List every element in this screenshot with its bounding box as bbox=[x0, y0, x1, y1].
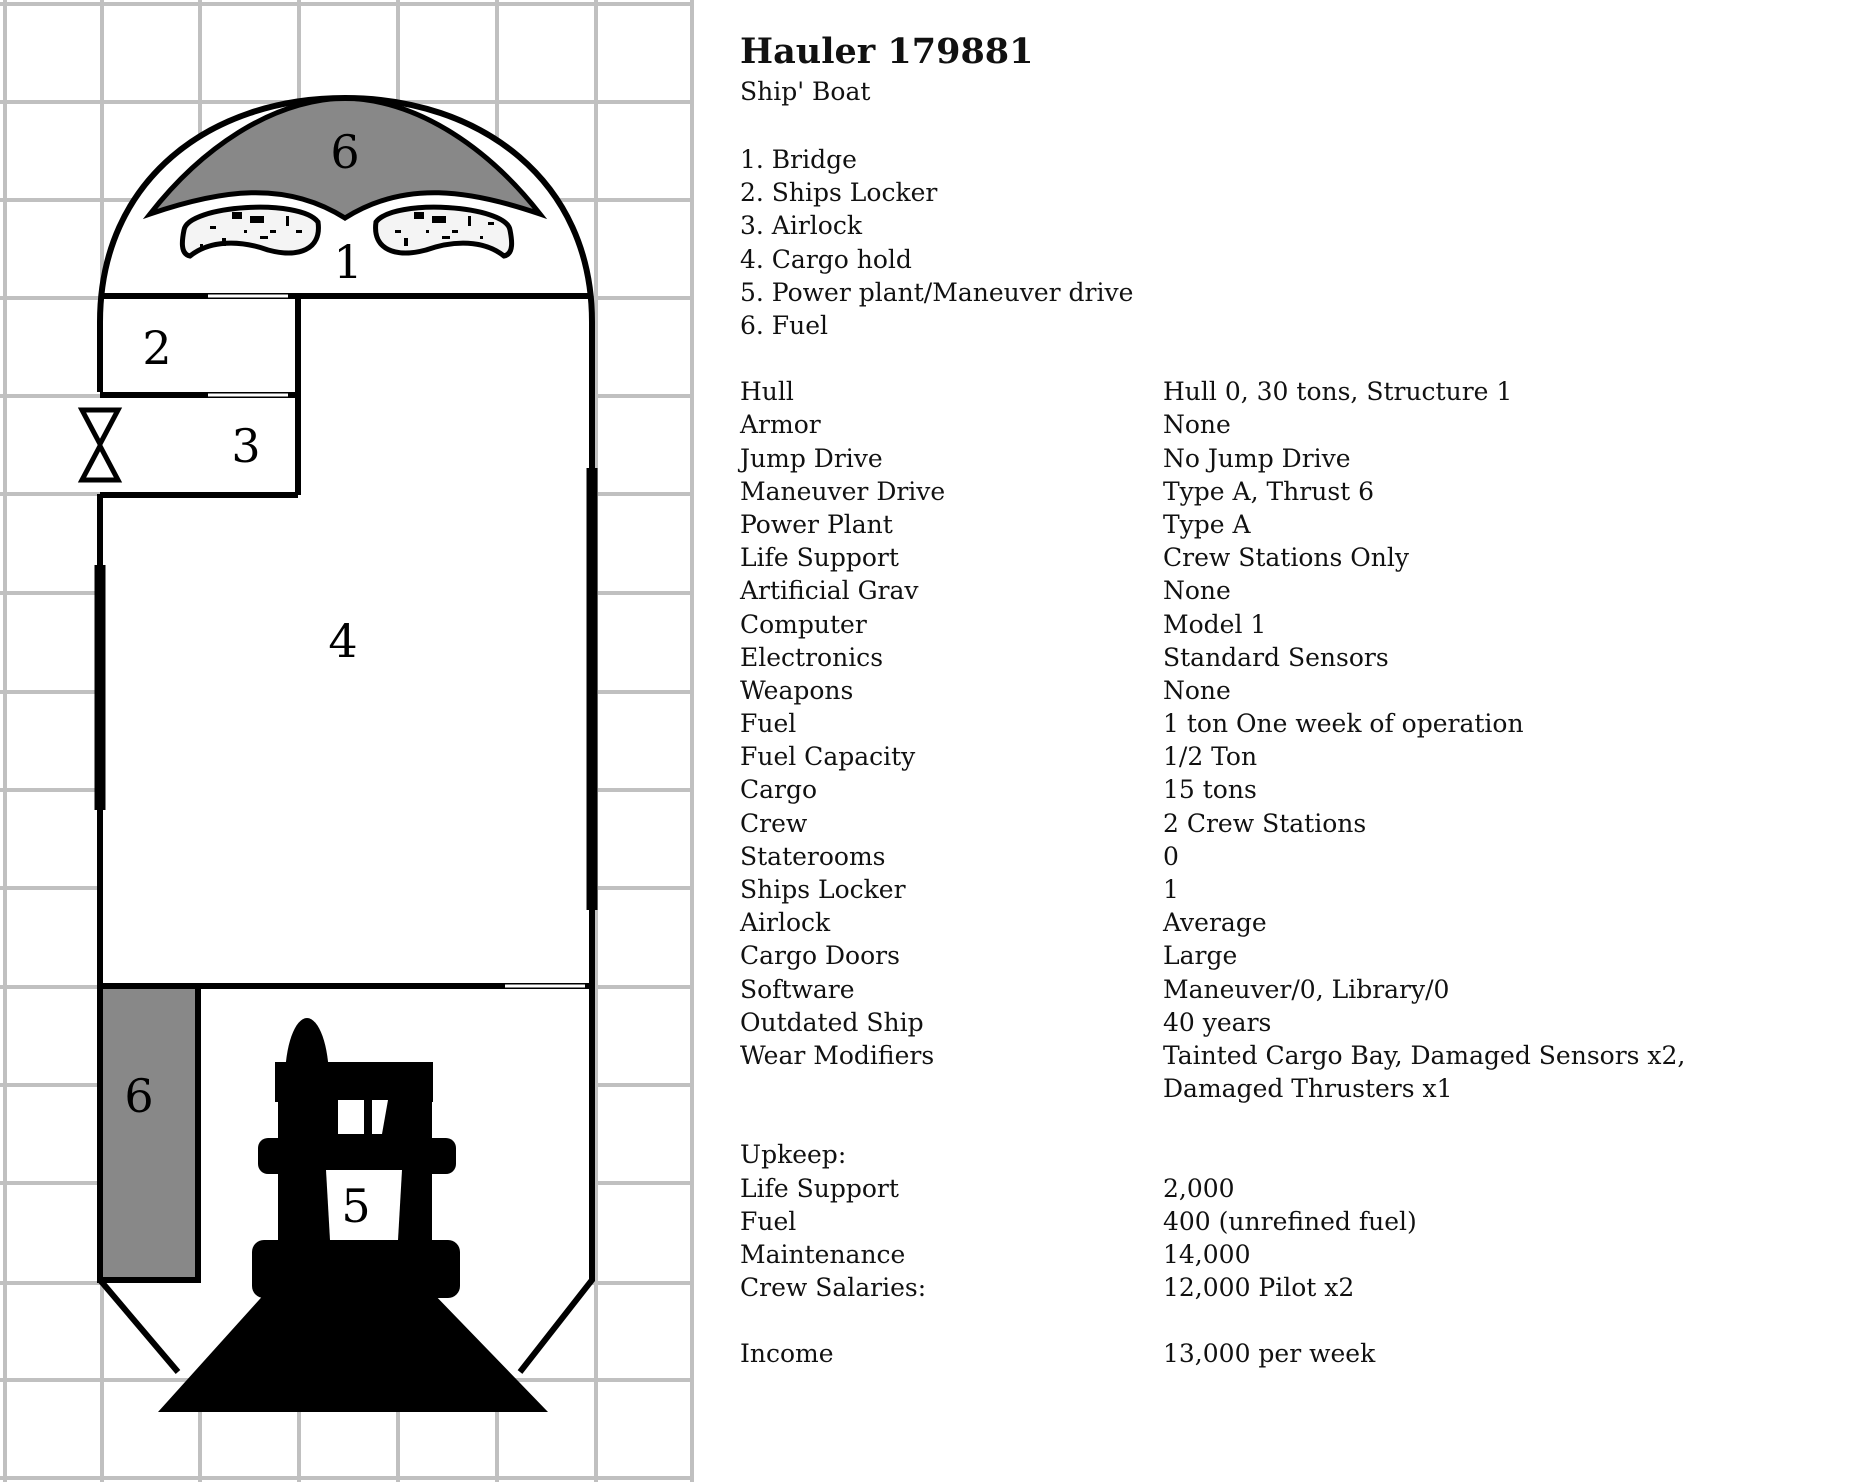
spec-row bbox=[740, 973, 1840, 1006]
spec-label: Wear Modifiers bbox=[740, 1040, 935, 1070]
spec-row bbox=[740, 541, 1840, 574]
fuel-tank-side bbox=[100, 986, 198, 1280]
spec-label: Jump Drive bbox=[740, 443, 883, 473]
spec-label: Airlock bbox=[740, 908, 831, 938]
spec-label: Power Plant bbox=[740, 509, 893, 539]
upkeep-heading: Upkeep: bbox=[740, 1140, 847, 1170]
spec-value: 1 ton One week of operation bbox=[1163, 709, 1524, 739]
spec-label: Outdated Ship bbox=[740, 1007, 924, 1037]
room-label-fuel-top: 6 bbox=[330, 125, 360, 179]
upkeep-value: 12,000 Pilot x2 bbox=[1163, 1273, 1355, 1303]
spec-label: Ships Locker bbox=[740, 875, 906, 905]
spec-label: Electronics bbox=[740, 642, 884, 672]
spec-label: Cargo Doors bbox=[740, 941, 900, 971]
income-value: 13,000 per week bbox=[1163, 1339, 1376, 1369]
spec-value: Standard Sensors bbox=[1163, 642, 1389, 672]
spec-sheet bbox=[740, 30, 1840, 1371]
upkeep-value: 14,000 bbox=[1163, 1239, 1251, 1269]
spec-value: None bbox=[1163, 675, 1231, 705]
spec-row bbox=[740, 707, 1840, 740]
spec-value: 1/2 Ton bbox=[1163, 742, 1258, 772]
room-label-airlock: 3 bbox=[231, 419, 261, 473]
deck-plan bbox=[0, 0, 700, 1482]
spec-label: Armor bbox=[740, 410, 821, 440]
spec-label: Artificial Grav bbox=[740, 576, 919, 606]
spec-row bbox=[740, 939, 1840, 972]
legend-item: 1. Bridge bbox=[740, 145, 857, 174]
legend-item: 4. Cargo hold bbox=[740, 244, 912, 274]
upkeep-value: 2,000 bbox=[1163, 1173, 1235, 1203]
spec-row bbox=[740, 574, 1840, 607]
spec-value: Model 1 bbox=[1163, 609, 1267, 639]
spec-value: Type A, Thrust 6 bbox=[1163, 476, 1375, 506]
room-label-fuel-side: 6 bbox=[124, 1069, 154, 1123]
legend-item: 2. Ships Locker bbox=[740, 178, 938, 208]
income-label: Income bbox=[740, 1339, 834, 1369]
spec-row bbox=[740, 408, 1840, 441]
spec-label: Crew bbox=[740, 808, 808, 838]
spec-value: 2 Crew Stations bbox=[1163, 808, 1367, 838]
upkeep-row bbox=[740, 1271, 1840, 1304]
spec-value: Maneuver/0, Library/0 bbox=[1163, 974, 1450, 1004]
spec-label: Fuel Capacity bbox=[740, 742, 916, 772]
legend-item: 6. Fuel bbox=[740, 311, 829, 341]
upkeep-label: Crew Salaries: bbox=[740, 1273, 927, 1303]
spec-row bbox=[740, 375, 1840, 408]
spec-row bbox=[740, 608, 1840, 641]
upkeep-row bbox=[740, 1172, 1840, 1205]
spec-value: 40 years bbox=[1163, 1007, 1272, 1037]
spec-row bbox=[740, 807, 1840, 840]
spec-value: Average bbox=[1163, 908, 1267, 938]
spec-row bbox=[740, 674, 1840, 707]
spec-label: Cargo bbox=[740, 775, 818, 805]
spec-value: None bbox=[1163, 576, 1231, 606]
spec-value: No Jump Drive bbox=[1163, 443, 1351, 473]
spec-label: Software bbox=[740, 974, 855, 1004]
spec-value: 0 bbox=[1163, 841, 1179, 871]
spec-value: None bbox=[1163, 410, 1231, 440]
spec-row bbox=[740, 442, 1840, 475]
room-label-cargo: 4 bbox=[328, 614, 358, 668]
spec-value: Crew Stations Only bbox=[1163, 543, 1409, 573]
room-label-engine: 5 bbox=[341, 1179, 371, 1233]
legend-item: 5. Power plant/Maneuver drive bbox=[740, 277, 1134, 307]
spec-label: Maneuver Drive bbox=[740, 476, 946, 506]
upkeep-row bbox=[740, 1238, 1840, 1271]
spec-row bbox=[740, 475, 1840, 508]
room-label-lockers: 2 bbox=[142, 321, 172, 375]
spec-row bbox=[740, 1006, 1840, 1039]
ship-title: Hauler 179881 bbox=[740, 31, 1034, 72]
spec-label: Weapons bbox=[740, 675, 854, 705]
spec-label: Fuel bbox=[740, 709, 797, 739]
spec-table bbox=[740, 375, 1840, 1105]
spec-value: Hull 0, 30 tons, Structure 1 bbox=[1163, 377, 1513, 407]
upkeep-label: Maintenance bbox=[740, 1239, 906, 1269]
spec-row bbox=[740, 740, 1840, 773]
ship-subtitle: Ship' Boat bbox=[740, 77, 871, 106]
room-legend bbox=[740, 143, 1840, 342]
upkeep-table bbox=[740, 1138, 1840, 1304]
spec-label: Life Support bbox=[740, 543, 899, 573]
spec-row bbox=[740, 1039, 1840, 1105]
spec-value: Type A bbox=[1163, 509, 1251, 539]
spec-value: 15 tons bbox=[1163, 775, 1257, 805]
income-section bbox=[740, 1337, 1840, 1370]
upkeep-value: 400 (unrefined fuel) bbox=[1163, 1206, 1417, 1236]
spec-label: Hull bbox=[740, 377, 794, 407]
income-row bbox=[740, 1337, 1840, 1370]
spec-row bbox=[740, 641, 1840, 674]
spec-row bbox=[740, 508, 1840, 541]
upkeep-label: Fuel bbox=[740, 1206, 797, 1236]
spec-row bbox=[740, 840, 1840, 873]
spec-row bbox=[740, 873, 1840, 906]
spec-value: Large bbox=[1163, 941, 1238, 971]
spec-label: Staterooms bbox=[740, 841, 886, 871]
spec-value: Tainted Cargo Bay, Damaged Sensors x2, Damaged Thrusters x1 bbox=[1163, 1040, 1686, 1104]
upkeep-label: Life Support bbox=[740, 1173, 899, 1203]
spec-value: 1 bbox=[1163, 875, 1179, 905]
spec-label: Computer bbox=[740, 609, 867, 639]
spec-row bbox=[740, 773, 1840, 806]
spec-row bbox=[740, 906, 1840, 939]
room-label-bridge: 1 bbox=[333, 235, 363, 289]
legend-item: 3. Airlock bbox=[740, 211, 862, 241]
upkeep-row bbox=[740, 1205, 1840, 1238]
